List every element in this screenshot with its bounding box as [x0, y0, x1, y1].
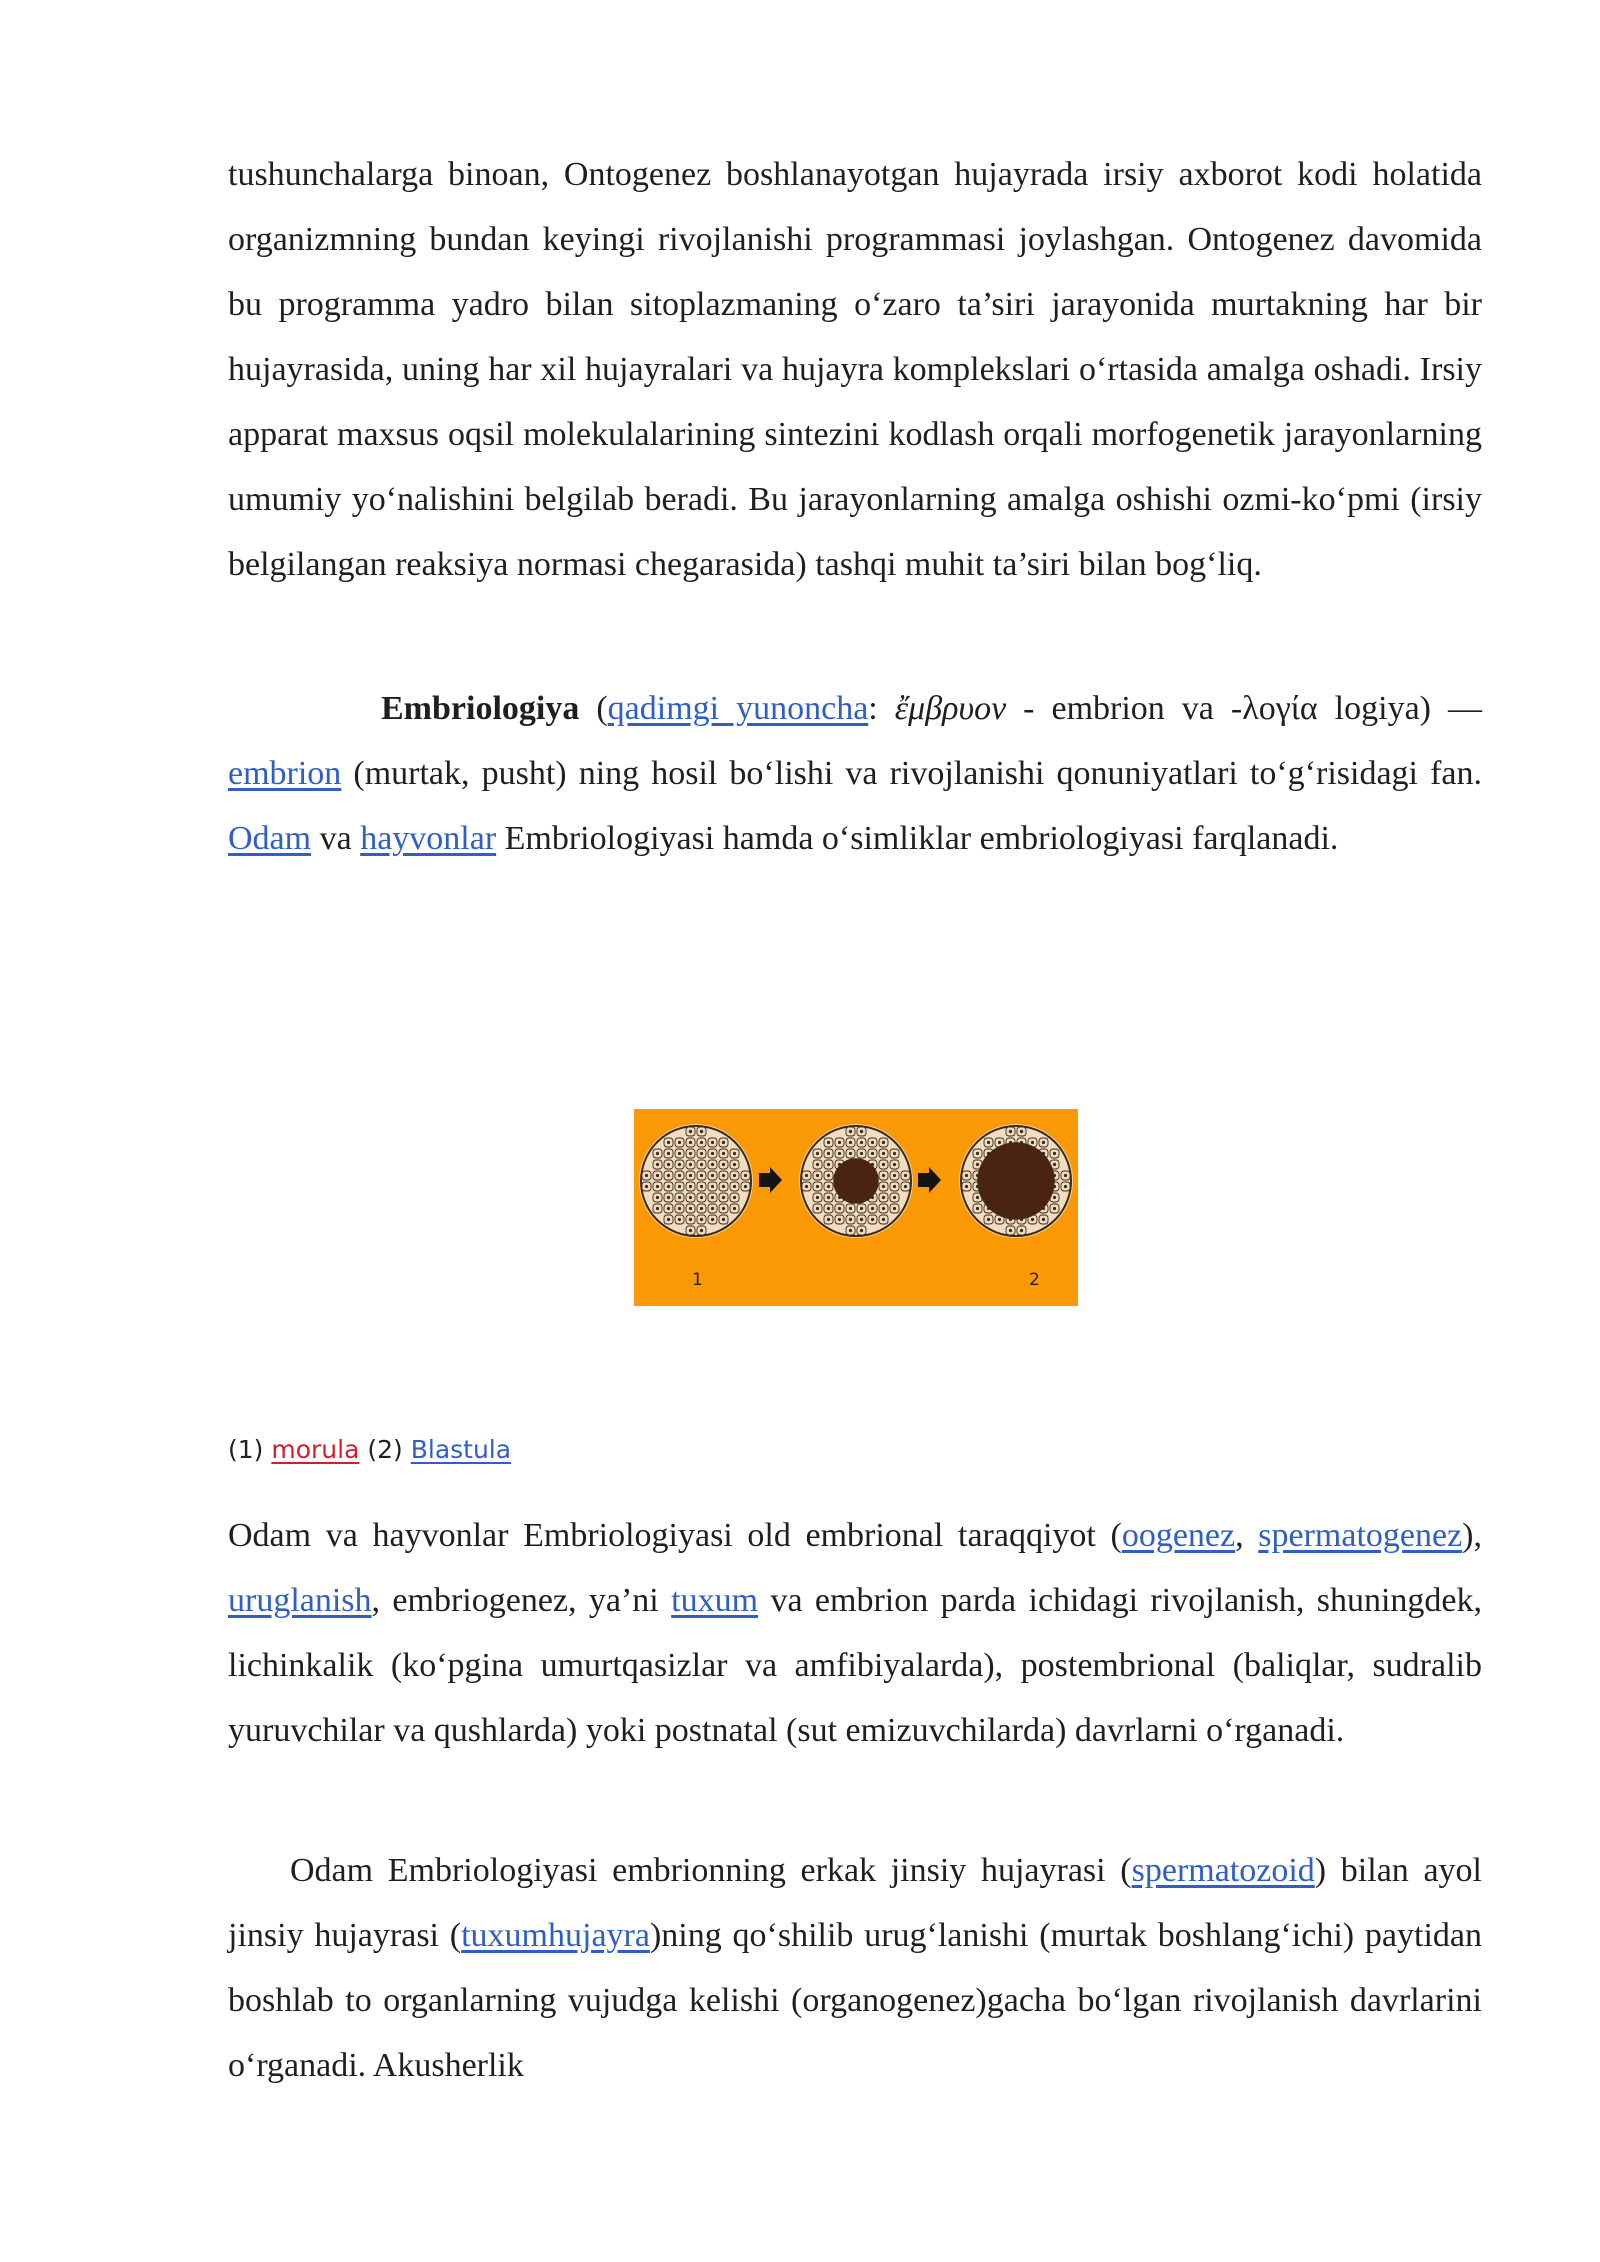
- link-tuxumhujayra[interactable]: tuxumhujayra: [461, 1917, 650, 1954]
- paragraph-embriologiya: [228, 676, 1482, 871]
- text-fragment: ),: [1462, 1517, 1482, 1554]
- text-fragment: (: [579, 690, 608, 727]
- text-fragment: va: [311, 820, 361, 857]
- text-fragment: Odam va hayvonlar Embriologiyasi old embrional taraqqiyot (: [228, 1517, 1122, 1554]
- paragraph-text: tushunchalarga binoan, Ontogenez boshlanayotgan hujayrada irsiy axborot kodi holatida organizmning bundan keyingi rivojlanishi programmasi joylashgan. Ontogenez davomida bu programma yadro bilan sitoplazmaning o‘zaro ta’siri jarayonida murtakning har bir hujayrasida, uning har xil hujayralari va hujayra komplekslari o‘rtasida amalga oshadi. Irsiy apparat maxsus oqsil molekulalarining sintezini kodlash orqali morfogenetik jarayonlarning umumiy yo‘nalishini belgilab beradi. Bu jarayonlarning amalga oshishi ozmi-ko‘pmi (irsiy belgilangan reaksiya normasi chegarasida) tashqi muhit ta’siri bilan bog‘liq.: [228, 156, 1482, 583]
- early-blastula-cell-cluster: [799, 1124, 913, 1238]
- blastula-cell-cluster: [959, 1124, 1073, 1238]
- caption-number-2: (2): [359, 1435, 411, 1464]
- text-fragment: ,: [1235, 1517, 1259, 1554]
- figure-label-1: 1: [692, 1270, 703, 1290]
- link-odam[interactable]: Odam: [228, 820, 312, 857]
- link-oogenez[interactable]: oogenez: [1121, 1517, 1236, 1554]
- link-uruglanish[interactable]: uruglanish: [228, 1582, 372, 1619]
- text-fragment: ) bilan ayol jinsiy hujayrasi (: [228, 1852, 1483, 1954]
- arrow-right-icon: [759, 1167, 782, 1193]
- link-spermatozoid[interactable]: spermatozoid: [1131, 1852, 1315, 1889]
- link-spermatogenez[interactable]: spermatogenez: [1258, 1517, 1463, 1554]
- text-fragment: (murtak, pusht) ning hosil bo‘lishi va rivojlanishi qonuniyatlari to‘g‘risidagi fan.: [341, 755, 1482, 792]
- link-morula[interactable]: morula: [271, 1435, 360, 1464]
- text-fragment: , embriogenez, ya’ni: [371, 1582, 672, 1619]
- text-fragment: va embrion parda ichidagi rivojlanish, shuningdek, lichinkalik (ko‘pgina umurtqasizlar va amfibiyalarda), postembrional (baliqlar, sudralib yuruvchilar va qushlarda) yoki postnatal (sut emizuvchilarda) davrlarni o‘rganadi.: [228, 1582, 1483, 1749]
- paragraph-odam-embriologiyasi: [228, 1838, 1482, 2098]
- paragraph-ontogenez: [228, 142, 1482, 597]
- figure-label-2: 2: [1029, 1270, 1040, 1290]
- term-embriologiya: Embriologiya: [381, 690, 580, 727]
- greek-word: ἔμβρυον: [894, 690, 1007, 727]
- figure-illustration: [634, 1109, 1078, 1306]
- text-fragment: - embrion va -λογία logiya) —: [1006, 690, 1482, 727]
- text-fragment: )ning qo‘shilib urug‘lanishi (murtak boshlang‘ichi) paytidan boshlab to organlarning vujudga kelishi (organogenez)gacha bo‘lgan rivojlanish davrlarini o‘rganadi. Akusherlik: [228, 1917, 1482, 2084]
- link-blastula[interactable]: Blastula: [410, 1435, 512, 1464]
- text-fragment: :: [868, 690, 895, 727]
- text-fragment: Embriologiyasi hamda o‘simliklar embriologiyasi farqlanadi.: [496, 820, 1339, 857]
- morula-cell-cluster: [639, 1124, 753, 1238]
- link-hayvonlar[interactable]: hayvonlar: [360, 820, 497, 857]
- morula-blastula-figure: [634, 1109, 1078, 1306]
- link-qadimgi-yunoncha[interactable]: qadimgi yunoncha: [607, 690, 869, 727]
- figure-caption: [228, 1430, 511, 1470]
- link-embrion[interactable]: embrion: [228, 755, 342, 792]
- arrow-right-icon: [918, 1167, 941, 1193]
- link-tuxum[interactable]: tuxum: [671, 1582, 759, 1619]
- paragraph-odam-hayvonlar: [228, 1503, 1482, 1763]
- caption-number-1: (1): [228, 1435, 272, 1464]
- text-fragment: Odam Embriologiyasi embrionning erkak jinsiy hujayrasi (: [290, 1852, 1132, 1889]
